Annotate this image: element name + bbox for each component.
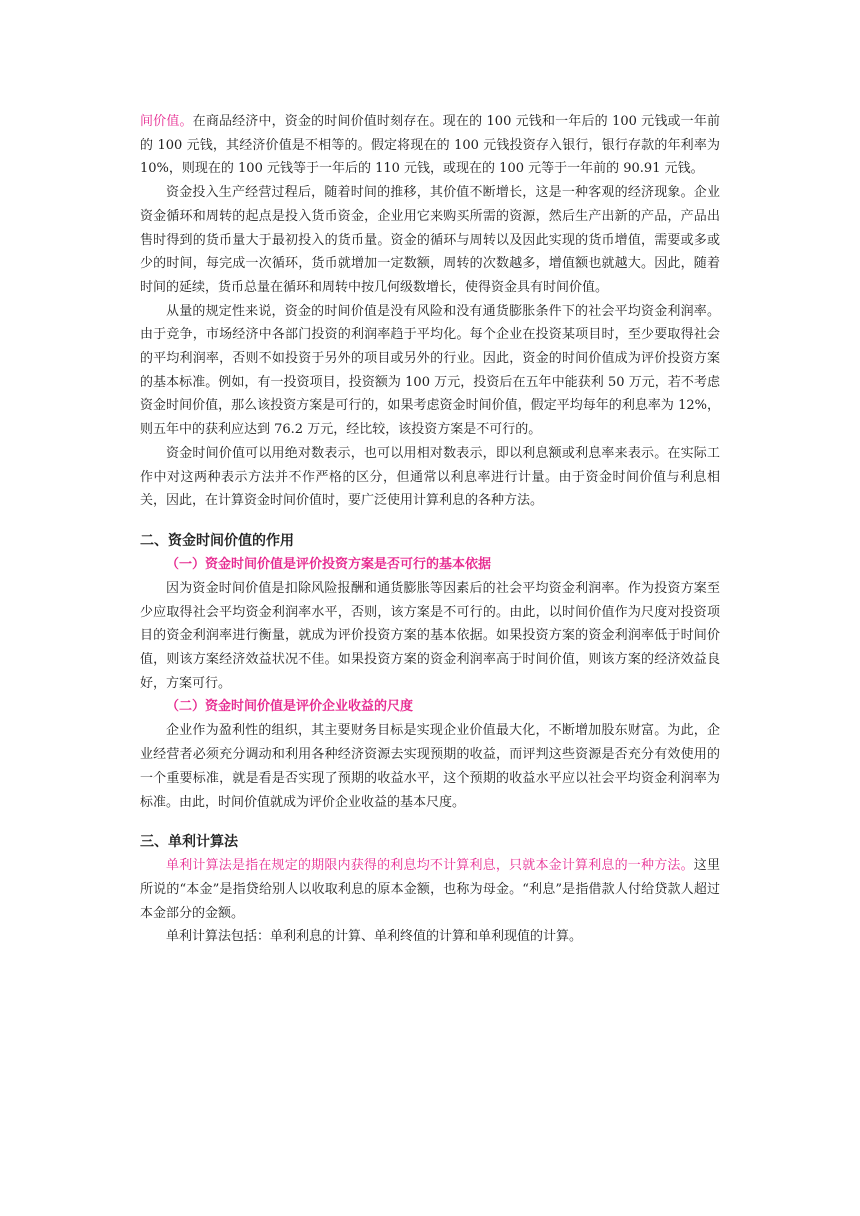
section-3-paragraph-1-text: 这里所说的“本金”是指贷给别人以收取利息的原本金额，也称为母金。“利息”是指借款人付给贷款人超过本金部分的金额。 xyxy=(140,858,720,921)
intro-lead-term: 间价值。 xyxy=(140,114,193,129)
section-spacer xyxy=(140,814,720,830)
intro-paragraph-1 xyxy=(140,110,720,181)
document-page xyxy=(140,110,720,949)
simple-interest-definition: 单利计算法是指在规定的期限内获得的利息均不计算利息，只就本金计算利息的一种方法。 xyxy=(166,858,694,874)
intro-paragraph-3: 从量的规定性来说，资金的时间价值是没有风险和没有通货膨胀条件下的社会平均资金利润率。由于竞争，市场经济中各部门投资的利润率趋于平均化。每个企业在投资某项目时，至少要取得社会的平均利润率，否则不如投资于另外的项目或另外的行业。因此，资金的时间价值成为评价投资方案的基本标准。例如，有一投资项目，投资额为 100 万元，投资后在五年中能获利 50 万元，若不考虑资金时间价值，那么该投资方案是可行的，如果考虑资金时间价值，假定平均每年的利息率为 12%，则五年中的获利应达到 76.2 万元，经比较，该投资方案是不可行的。 xyxy=(140,303,720,438)
section-2-subheading-1: （一）资金时间价值是评价投资方案是否可行的基本依据 xyxy=(166,556,492,572)
section-2-sub-1-body: 因为资金时间价值是扣除风险报酬和通货膨胀等因素后的社会平均资金利润率。作为投资方案至少应取得社会平均资金利润率水平，否则，该方案是不可行的。由此，以时间价值作为尺度对投资项目的资金利润率进行衡量，就成为评价投资方案的基本依据。如果投资方案的资金利润率低于时间价值，则该方案经济效益状况不佳。如果投资方案的资金利润率高于时间价值，则该方案的经济效益良好，方案可行。 xyxy=(140,580,720,691)
section-3-paragraph-1 xyxy=(140,854,720,925)
intro-paragraph-1-text: 在商品经济中，资金的时间价值时刻存在。现在的 100 元钱和一年后的 100 元钱或一年前的 100 元钱，其经济价值是不相等的。假定将现在的 100 元钱投资存入银行，银行存款的年利率为 10%，则现在的 100 元钱等于一年后的 110 元钱，或现在的 100 元等于一年前的 90.91 元钱。 xyxy=(140,114,720,177)
section-3-heading: 三、单利计算法 xyxy=(140,834,238,851)
intro-paragraph-4: 资金时间价值可以用绝对数表示，也可以用相对数表示，即以利息额或利息率来表示。在实际工作中对这两种表示方法并不作严格的区分，但通常以利息率进行计量。由于资金时间价值与利息相关，因此，在计算资金时间价值时，要广泛使用计算利息的各种方法。 xyxy=(140,445,720,509)
section-3-paragraph-2: 单利计算法包括：单利利息的计算、单利终值的计算和单利现值的计算。 xyxy=(166,929,583,945)
intro-paragraph-2: 资金投入生产经营过程后，随着时间的推移，其价值不断增长，这是一种客观的经济现象。企业资金循环和周转的起点是投入货币资金，企业用它来购买所需的资源，然后生产出新的产品，产品出售时得到的货币量大于最初投入的货币量。资金的循环与周转以及因此实现的货币增值，需要或多或少的时间，每完成一次循环，货币就增加一定数额，周转的次数越多，增值额也就越大。因此，随着时间的延续，货币总量在循环和周转中按几何级数增长，使得资金具有时间价值。 xyxy=(140,185,720,295)
section-spacer xyxy=(140,513,720,529)
section-2-heading: 二、资金时间价值的作用 xyxy=(140,532,294,549)
section-2-subheading-2: （二）资金时间价值是评价企业收益的尺度 xyxy=(166,699,414,715)
section-2-sub-2-body: 企业作为盈利性的组织，其主要财务目标是实现企业价值最大化，不断增加股东财富。为此，企业经营者必须充分调动和利用各种经济资源去实现预期的收益，而评判这些资源是否充分有效使用的一个重要标准，就是看是否实现了预期的收益水平，这个预期的收益水平应以社会平均资金利润率为标准。由此，时间价值就成为评价企业收益的基本尺度。 xyxy=(140,723,720,810)
